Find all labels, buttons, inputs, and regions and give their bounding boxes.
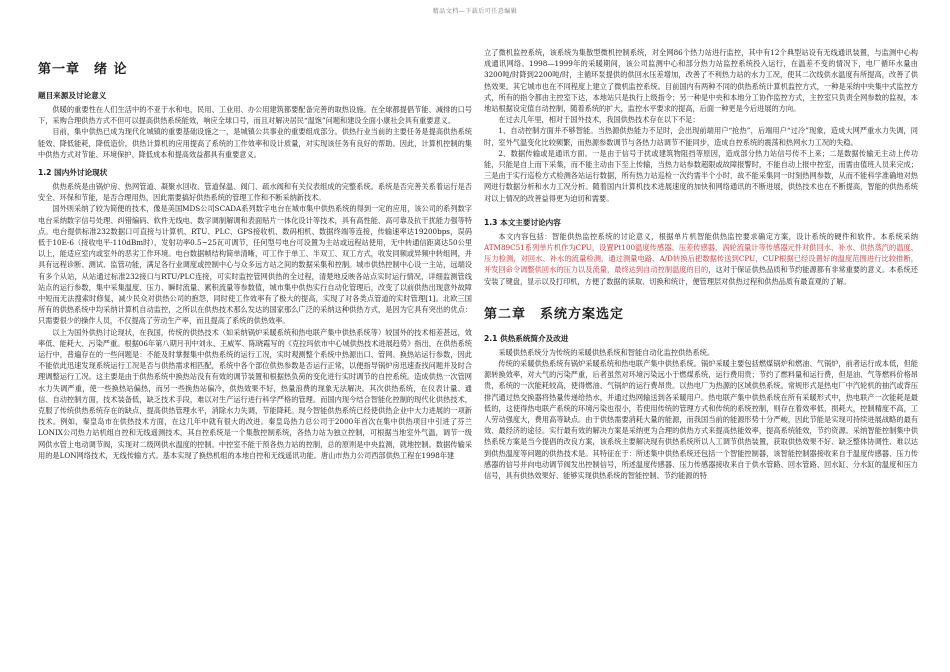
section-1-3-heading: 1.3 本文主要讨论内容 xyxy=(484,217,561,227)
paragraph xyxy=(484,231,918,287)
paragraph: 供热系统是由锅炉房、热网管道、凝聚水回收、管道保温、阀门、疏水阀和有关仪表组成的完整系统。系统是否完善关系着运行是否安全、环保和节能，是否合理用热，因此需要搞好供热系统的管理工作和不断采纳新技术。 xyxy=(38,182,472,203)
paragraph: 在过去几年里，相对于国外技术，我国供热技术存在以下不足： xyxy=(498,115,700,125)
chapter-1-heading xyxy=(38,62,472,78)
paragraph: 采暖供热系统分为传统的采暖供热系统和智能自动化监控供热系统。 xyxy=(498,347,715,357)
section-1-1-heading: 题目来源及讨论意义 xyxy=(38,91,107,100)
paragraph: 2、数据传输或是通讯方面。一是由于信号于扰或建筑物阻挡等原因，造成部分热力站信号传不上来；二是数据传输无主动上传功能，只能是自上而下采集，而不能主动由下至上传输，当热力站参数超限或故障报警时，不能自动上报中控室，而需由值班人员来完成；三是由于实行巡检方式检测各站运行数据，所有热力站巡检一次约需半个小时，故不能采集同一时刻热网参数，从而不能科学准确地对热网进行数据分析和水力工况分析。随着国内计算机技术进展速度的加快和网络通讯的不断进展，供热技术也在不断提高，智能的供热系统对以上情况的改善益得更为迫切和需要。 xyxy=(484,148,918,203)
paragraph: 传统的采暖供热系统有锅炉采暖系统和热电联产集中供热系统。锅炉采暖主要包括燃煤锅炉和燃油、气锅炉，前者运行成本低，但能源转换效率，对大气的污染严重，后者虽然对环境污染远小于燃煤系统，运行费用贵；节约了燃料量和运行费，但是油、气等燃料价格昂贵，系统的一次能耗较高，使得燃油、气锅炉的运行费昂贵。以热电厂为热源的区域供热系统。常规形式是热电厂中汽轮机的抽汽或背压排汽通过热交换器将热量传递给热水，并通过热网输送到各采暖用户。热电联产集中供热系统在所有采暖形式中，热电联产一次能耗是最低的，这使得热电联产系统的环境污染也很小，若使用传统的管理方式和传统的系统控制，则存在着效率低，损耗大，控制精度不高，工人劳动强度大，费用高等缺点。由于供热需要消耗大量的能源，而我国当前的能源形势十分严峻，因此节能是实现可持续进展战略的最有效、最经济的途径。实行最有效的解决方案是采纳更为合理的供热方式来提高热能效率，提高系统能效，节约资源。采纳智能控制集中供热系统方案是当今提倡的改良方案，该系统主要解决现有供热系统所以人工调节供热装置，获取供热效果不好、缺乏整体协调性、难以达到供热温度等问题的供热技术是。其特征在于：所述集中供热系统还包括一个智能控制器，该智能控制器接收来自于温度传感器、压力传感器的信号并向电动调节阀发出控制信号，所述温度传感器、压力传感器接收来自于供水管路、回水管路、回水缸、分水缸的温度和压力信号，具有供热效果好、能够实现供热系统的智能控制、节约能源的特 xyxy=(484,359,918,481)
chapter-2-heading xyxy=(484,307,918,323)
left-column xyxy=(38,46,472,461)
section-2-1-heading: 2.1 供热系统简介及改进 xyxy=(484,333,569,343)
chapter-2-title: 系统方案选定 xyxy=(540,306,625,322)
page-watermark: 精品文档—下载后可任意编辑 xyxy=(432,8,518,15)
paragraph: 以上为国外供热讨论现状，在我国，传统的供热技术（如采纳锅炉采暖系统和热电联产集中供热系统等）较国外的技术相差甚远，效率低、能耗大、污染严重。根据06年第八期月刊中刘永、王威军、陈晓霞写的《克拉玛依市中心城供热技术进展趋势》指出，在供热系统运行中，普遍存在的一些问题是：不能及时掌握集中供热系统的运行工况，实时观测整个系统中热源出口、管网、换热站运行参数，因此不能依此迅速发现系统运行工况是否与供热需求相匹配，系统中各个部位供热参数是否运行正常，以便指导锅炉房迅速查找问题并及时合理调整运行工况。这主要是由于供热系统中换热站没有有效的调节装置和根据热负荷的变化进行实时调节的自控系统。造成供热一次管网水力失调严重，使一些换热站偏热，而另一些换热站偏冷，供热效果不好，热量浪费的现象无法解决。其次供热系统，在仪表计量、通信、自动控制方面，技术装备低，缺乏技术手段，难以对生产运行进行科学严格的管理。而国内现今结合智能化控制的现代化供热技术，克服了传统供热系统存在的缺点，提高供热管理水平，消除水力失调，节能降耗。现今智能供热系统已经使供热企业中大力进展的一项新技术。例如，秦皇岛市在供热技术方面，在这几年中就有很大的改进。秦皇岛热力总公司于2000年首次在集中供热项目中引进了芬兰LONIX公司热力站机组自控和无线遥测技术，其自控系统是一个集散控制系统，各热力站为独立控制，可根据当地室外气温，调节一级网供水管上电动调节阀，实现对二级网供水温度的控制。中控室不能干预各热力站的控制，总的原则是中央监测，就地控制。数据传输采用的是LON网络技术，无线传输方式。基本实现了换热机组的本地自控和无线遥讯功能。唐山市热力公司西部供热工程在1998年建 xyxy=(38,327,472,460)
paragraph: 1、自动控制方面并不够智能。当热源供热能力不足时，会出现前端用户“抢热”，后端用户“过冷”现象，造成大网严重水力失调，同时，室外气温变化比较频繁，而热源参数调节与各热力站调节不能同步，造成自控系统的震荡和热网水力工况的失稳。 xyxy=(484,126,918,147)
paragraph: 目前，集中供热已成为现代化城镇的重要基础设施之一，是城镇公共事业的重要组成部分。供热行业当前的主要任务是提高供热系统能效、降低能耗，降低造价，供热计算机的应用提高了系统的工作效率和设计质量，对实现该任务有良好的帮助。因此，计算机控制的集中供热方式对节能、环境保护、降低成本和提高效益都具有重要意义。 xyxy=(38,127,472,159)
paragraph: 国外则采纳了较为简便的技术，像是美国MDS公司SCADA系列数字电台在城市集中供热系统的得到一定的应用，该公司的系列数字电台采纳数字信号处理、纠错编码、软件无线电、数字调制解调和表面贴片一体化设计等技术，具有高性能、高可靠及抗干扰能力强等特点。电台提供标准232数据口可直接与计算机、RTU、PLC、GPS接收机、数码相机、数据终端等连接，传输速率达19200bps，误码低于10E-6（接收电平-110dBm时），发射功率0.5~25瓦可调节，任何型号电台可设置为主站或远程站使用，无中转通信距离达50公里以上，能适应室内或室外的恶劣工作环境。电台数据帧结构简单清晰，可工作于单工、半双工、双工方式，收发同频或异频中转组网，并具有远程诊断、测试、监管功能，满足各行业调度或控制中心与众多远方站之间的数据采集和控制。城市供热控制中心设一主站，远端设有多个从站，从站通过标准232接口与RTU/PLC连接，可实时监控管网供热的全过程，清楚地反映各站点实时运行情况，详细监测管线站点的运行参数，集中采集温度、压力、瞬时流量、累积流量等参数值，城市集中供热实行自动化管理后，改变了以前供热出现意外故障中短而无法搜索时修复，减少民众对供热公司的抱怨，同时使工作效率有了极大的提高，实现了对各类点管道的实时管理[1]。北欧三国所有的供热系统中均采纳计算机自动监控，之所以在供热技术那么发达的国家那么广泛的采纳这种供热方式，是因为它具有突出的优点：只需要很少的操作人员，不仅提高了劳动生产率，而且提高了系统的供热效率。 xyxy=(38,204,472,326)
paragraph-text: 本文内容包括：智能供热监控系统的讨论意义，根据单片机智能供热监控要求确定方案，设计系统的硬件和软件。本系统采纳 xyxy=(498,231,918,241)
paragraph: 立了微机监控系统，该系统为集散型微机控制系统，对全网86个热力站进行监控，其中有12个典型站设有无线通讯装置，与监测中心构成通讯网络。1998—1999年的采暖期间，该公司监测中心和部分热力站监控系统投入运行，在温差不变的情况下，电厂循环水量由3200吨/时降到2200吨/时，主循环泵提供的供回水压差增加，改善了不利热力站的水力工况，使其二次线供水温度有所提高，改善了供热效果。其它城市也在不同程度上建立了微机监控系统。目前国内有两种不同的供热系统计算机监控方式，一种是采纳中央集中式监控方式，所有的指令都由主控室下达，本地站只是执行上级指令；另一种是中央和本地分工协作监控方式，主控室只负责全网参数的监视，本地站根据设定值自动控制，随着系统的扩大，监控水平要求的提高，后面一种更是今后进展的方向。 xyxy=(484,48,918,114)
paragraph: 供暖的重要性在人们生活中的不亚于水和电，民用、工业用、办公用建筑都要配备完善的取热设施。在全球都提倡节能、减排的口号下，采购合理供热方式不但可以提高供热系统能效，响应全球口号，而且对解决居民“温饱”问题和建设全面小康社会具有重要意义。 xyxy=(38,105,472,126)
right-column xyxy=(484,47,918,481)
chapter-1-number: 第一章 xyxy=(38,62,81,77)
paragraph-text: ，这对于保证供热品质和节约能源都有非常重要的意义。本系统还安装了键盘，显示以及打印机，方便了数据的读取、切换和统计，便管理层对供热过程和供热品质有最直观的了解。 xyxy=(484,265,918,286)
chapter-2-number: 第二章 xyxy=(484,306,527,322)
highlighted-text: ATM89C51系列单片机作为CPU，设置Pt100温度传感器、压差传感器、涡轮流量计等传感器元件对供回水、补水、供热蒸汽的温度、压力检测，对回水、补水的流量检测，通过测量电路、A/D转换后把数据传送到CPU，CUP根据已经设置好的温度范围进行比较推断，并发回命令调整供回水的压力以及流量，最终达到自动控制温度的目的 xyxy=(484,243,918,275)
section-1-2-heading: 1.2 国内外讨论现状 xyxy=(38,168,108,178)
chapter-1-title: 绪 论 xyxy=(94,62,128,77)
